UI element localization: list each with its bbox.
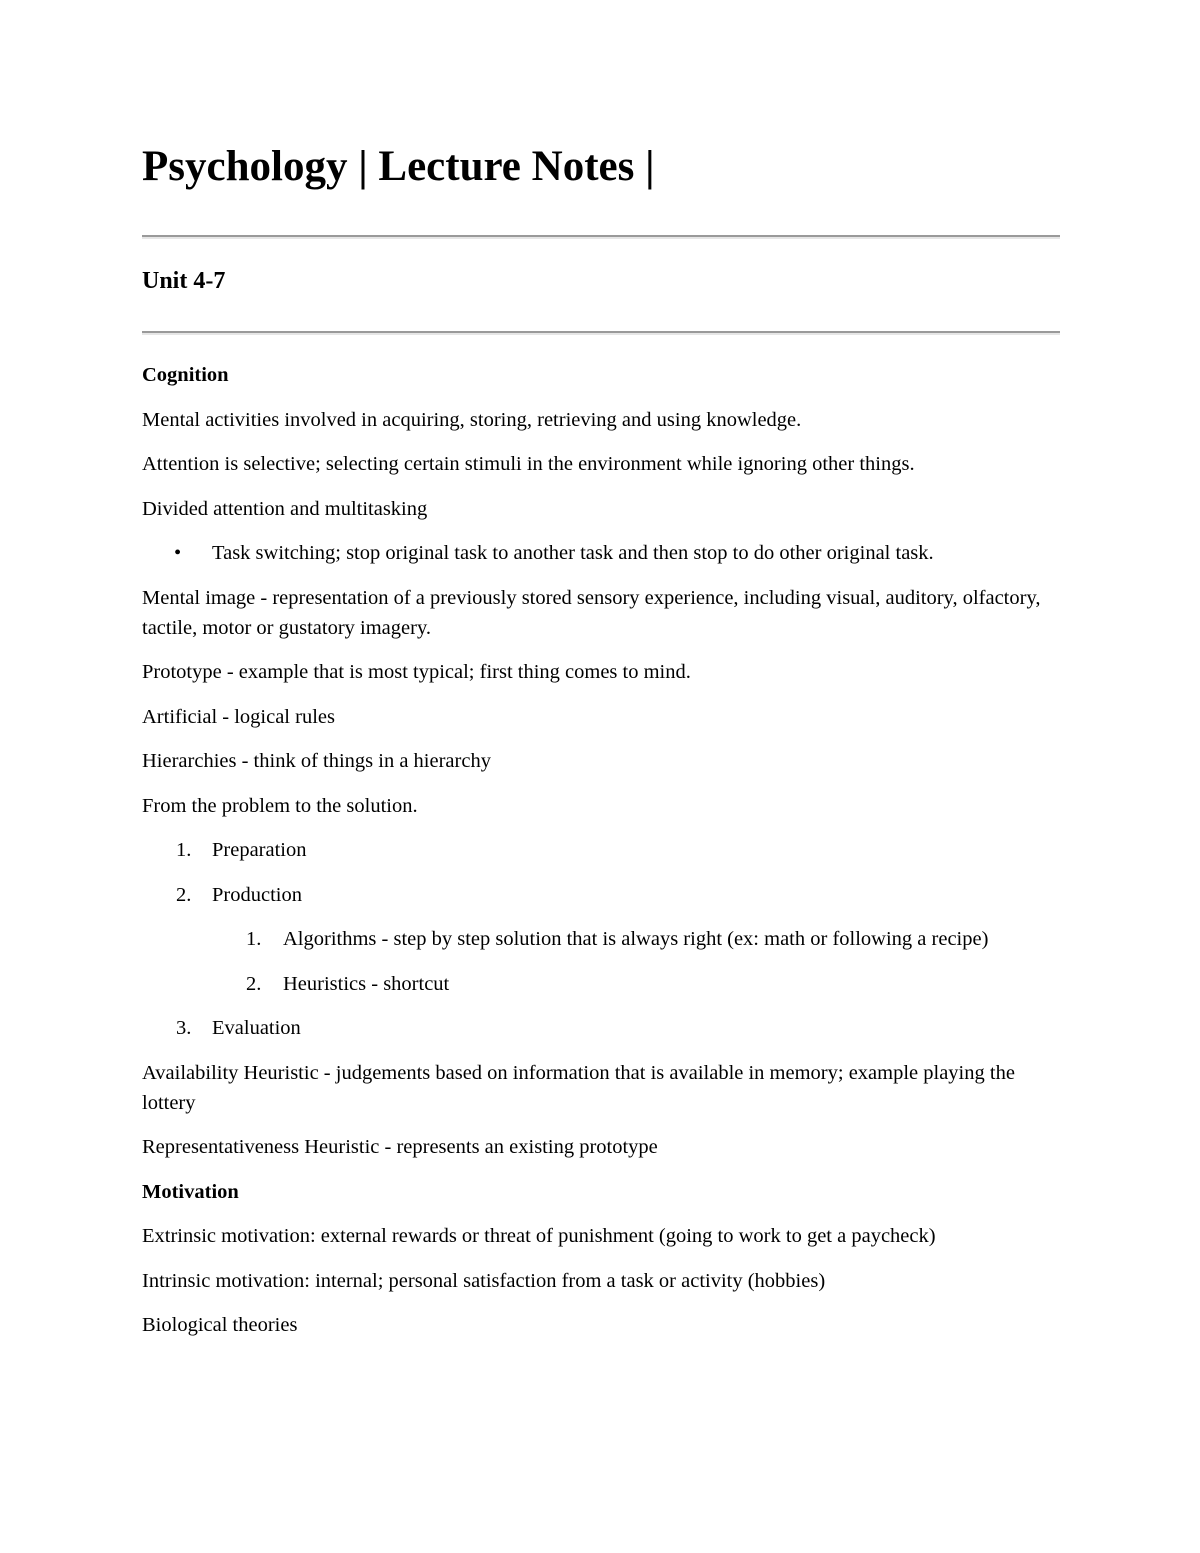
list-item: • Task switching; stop original task to another task and then stop to do other original task. [142,538,1060,568]
section-heading-motivation: Motivation [142,1180,239,1203]
list-item [142,1013,1060,1043]
paragraph: Prototype - example that is most typical; first thing comes to mind. [142,661,691,683]
page-title: Psychology | Lecture Notes | [142,143,655,190]
notes-body [142,360,1060,1355]
list-number: 3. [176,1017,192,1039]
horizontal-rule [142,235,1060,239]
list-item-label: Evaluation [212,1017,301,1039]
list-item-label: Algorithms - step by step solution that is always right (ex: math or following a recipe) [283,928,989,950]
list-item [142,880,1060,999]
paragraph: Mental activities involved in acquiring, storing, retrieving and using knowledge. [142,408,802,431]
list-item-label: Heuristics - shortcut [283,972,450,995]
numbered-list [142,835,1060,1043]
list-item-label: Production [212,883,302,906]
list-item [142,835,1060,865]
list-item [212,969,1023,999]
paragraph: Artificial - logical rules [142,705,335,728]
unit-subtitle: Unit 4-7 [142,268,226,294]
paragraph: Intrinsic motivation: internal; personal satisfaction from a task or activity (hobbies) [142,1269,826,1292]
list-item [212,924,1023,954]
list-item-label: Preparation [212,839,307,861]
paragraph: Attention is selective; selecting certain stimuli in the environment while ignoring other things. [142,453,915,475]
nested-numbered-list [212,924,1060,999]
paragraph: Biological theories [142,1314,298,1336]
paragraph: Representativeness Heuristic - represents an existing prototype [142,1136,658,1158]
paragraph: Divided attention and multitasking [142,497,428,520]
paragraph: Hierarchies - think of things in a hierarchy [142,750,491,772]
paragraph: Mental image - representation of a previously stored sensory experience, including visual, auditory, olfactory, tactile, motor or gustatory imagery. [142,586,1041,639]
paragraph: Availability Heuristic - judgements based on information that is available in memory; example playing the lottery [142,1061,1015,1114]
paragraph: From the problem to the solution. [142,794,418,817]
paragraph: Extrinsic motivation: external rewards or threat of punishment (going to work to get a paycheck) [142,1225,936,1247]
list-number: 2. [176,883,192,906]
section-heading-cognition: Cognition [142,364,229,386]
list-number: 2. [246,972,262,995]
list-number: 1. [176,839,192,861]
list-number: 1. [246,928,262,950]
horizontal-rule [142,331,1060,335]
bullet-list [142,538,1060,568]
